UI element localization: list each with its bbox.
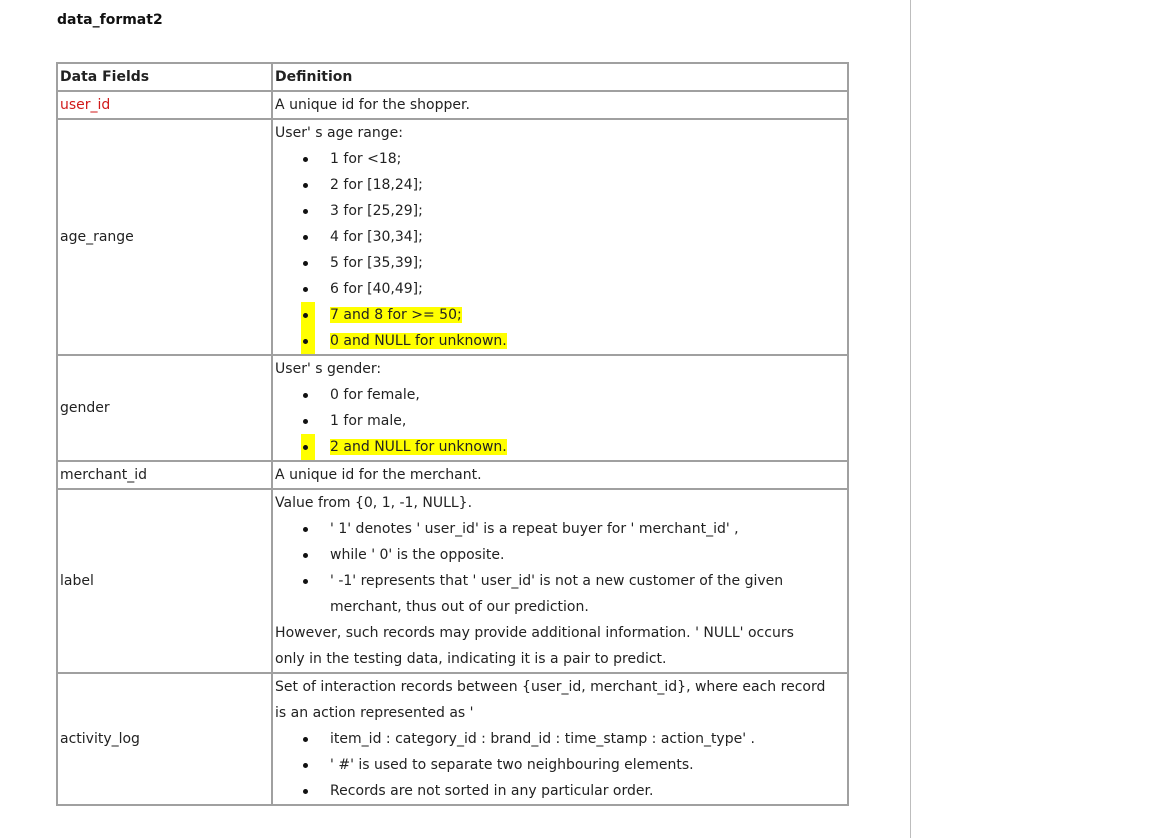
- label-intro: Value from {0, 1, -1, NULL}.: [275, 495, 473, 511]
- list-item: item_id : category_id : brand_id : time_stamp : action_type' .: [275, 726, 847, 752]
- page-title: data_format2: [57, 12, 163, 28]
- list-item: 6 for [40,49];: [275, 276, 847, 302]
- age-range-intro: User' s age range:: [275, 125, 403, 141]
- table-row: [57, 673, 848, 805]
- activity-log-list: [275, 726, 847, 804]
- definition-gender: [272, 355, 848, 461]
- header-data-fields: Data Fields: [57, 63, 272, 91]
- bullet-icon: [303, 235, 308, 240]
- label-outro: However, such records may provide additional information. ' NULL' occurs only in the testing data, indicating it is a pair to predict.: [275, 625, 794, 667]
- bullet-icon: [303, 553, 308, 558]
- definition-user-id: A unique id for the shopper.: [272, 91, 848, 119]
- list-item-highlighted: 0 and NULL for unknown.: [275, 328, 847, 354]
- table-row: [57, 489, 848, 673]
- table-row: [57, 461, 848, 489]
- bullet-icon: [303, 527, 308, 532]
- bullet-icon: [303, 261, 308, 266]
- bullet-icon: [303, 737, 308, 742]
- bullet-icon: [303, 209, 308, 214]
- bullet-icon: [303, 419, 308, 424]
- list-item-highlighted: 2 and NULL for unknown.: [275, 434, 847, 460]
- list-item: 1 for male,: [275, 408, 847, 434]
- field-gender: gender: [57, 355, 272, 461]
- definition-age-range: [272, 119, 848, 355]
- bullet-icon: [303, 183, 308, 188]
- bullet-icon: [303, 157, 308, 162]
- definition-label: [272, 489, 848, 673]
- field-label: label: [57, 489, 272, 673]
- bullet-icon: [303, 287, 308, 292]
- label-list: [275, 516, 847, 620]
- table-header-row: [57, 63, 848, 91]
- list-item: 5 for [35,39];: [275, 250, 847, 276]
- list-item: 1 for <18;: [275, 146, 847, 172]
- bullet-icon: [303, 763, 308, 768]
- list-item: while ' 0' is the opposite.: [275, 542, 847, 568]
- header-definition: Definition: [272, 63, 848, 91]
- field-activity-log: activity_log: [57, 673, 272, 805]
- field-user-id: user_id: [57, 91, 272, 119]
- activity-log-intro: Set of interaction records between {user_id, merchant_id}, where each record is an action represented as ': [275, 679, 826, 721]
- list-item: 0 for female,: [275, 382, 847, 408]
- list-item: Records are not sorted in any particular order.: [275, 778, 847, 804]
- field-merchant-id: merchant_id: [57, 461, 272, 489]
- age-range-list: [275, 146, 847, 354]
- list-item: 3 for [25,29];: [275, 198, 847, 224]
- list-item: ' -1' represents that ' user_id' is not a new customer of the given merchant, thus out of our prediction.: [275, 568, 847, 620]
- list-item: ' #' is used to separate two neighbouring elements.: [275, 752, 847, 778]
- table-row: [57, 91, 848, 119]
- gender-list: [275, 382, 847, 460]
- gender-intro: User' s gender:: [275, 361, 382, 377]
- field-age-range: age_range: [57, 119, 272, 355]
- table-row: [57, 355, 848, 461]
- list-item: 4 for [30,34];: [275, 224, 847, 250]
- list-item: 2 for [18,24];: [275, 172, 847, 198]
- definition-activity-log: [272, 673, 848, 805]
- bullet-icon: [303, 579, 308, 584]
- list-item-highlighted: 7 and 8 for >= 50;: [275, 302, 847, 328]
- data-fields-table: [56, 62, 849, 806]
- bullet-icon: [303, 393, 308, 398]
- list-item: ' 1' denotes ' user_id' is a repeat buyer for ' merchant_id' ,: [275, 516, 847, 542]
- table-row: [57, 119, 848, 355]
- definition-merchant-id: A unique id for the merchant.: [272, 461, 848, 489]
- bullet-icon: [303, 789, 308, 794]
